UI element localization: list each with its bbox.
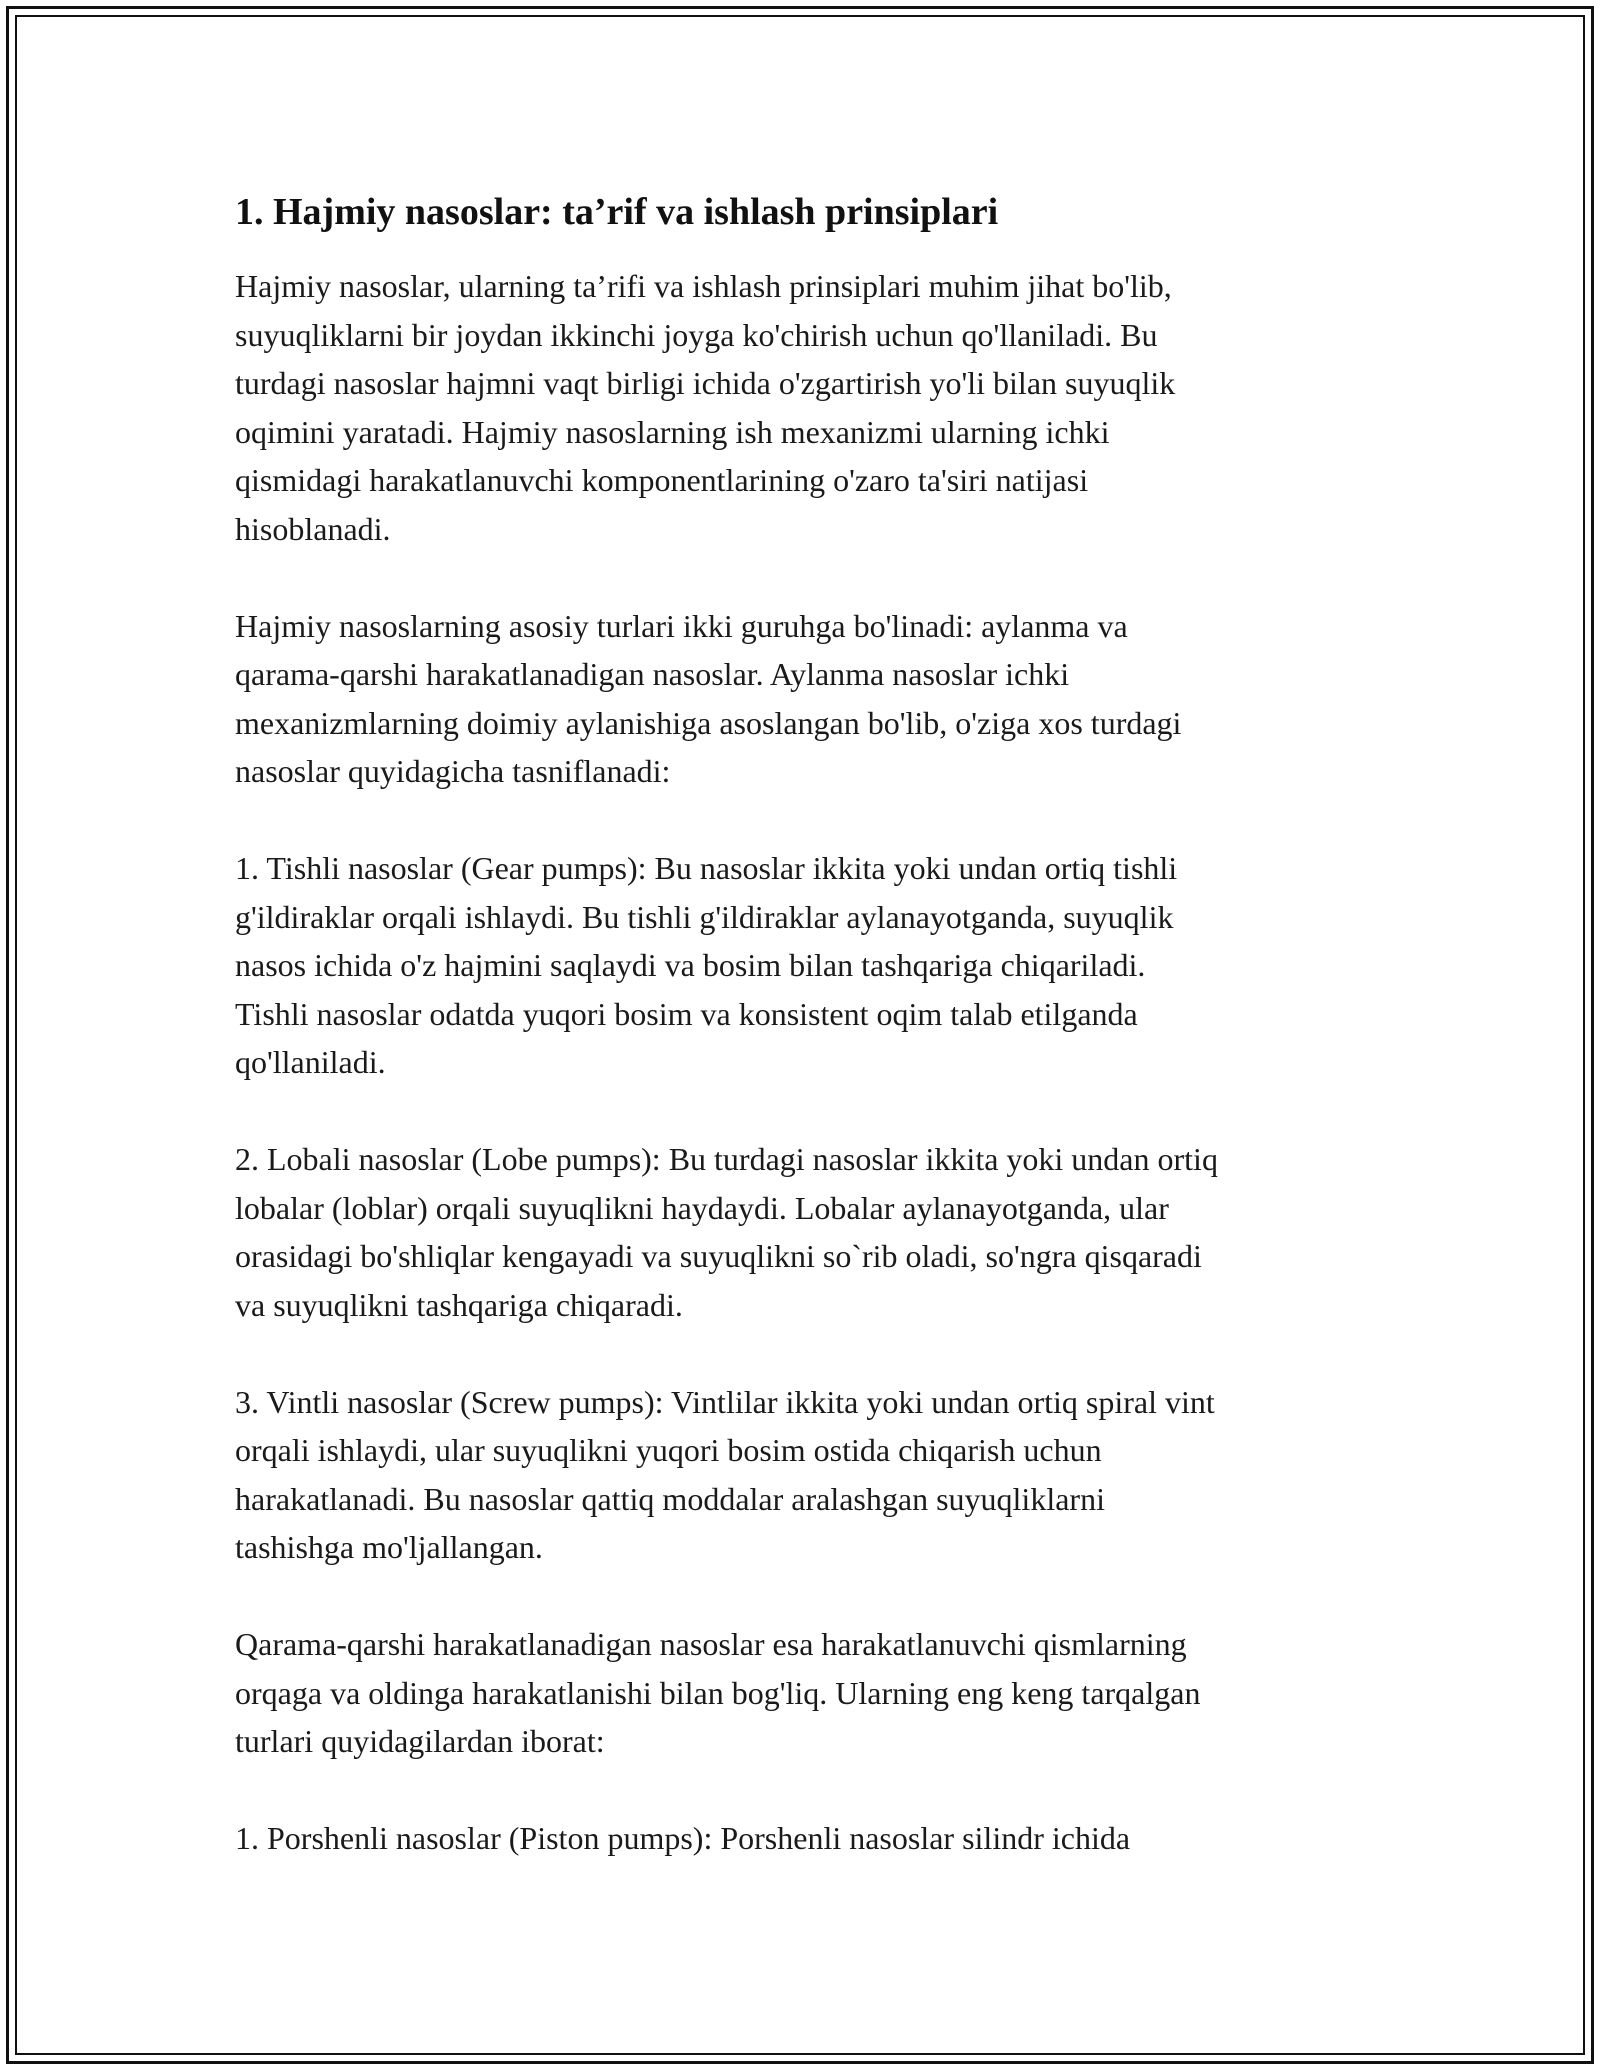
text-line: 1. Tishli nasoslar (Gear pumps): Bu nasoslar ikkita yoki undan ortiq tishli	[235, 850, 1178, 886]
text-line: 2. Lobali nasoslar (Lobe pumps): Bu turdagi nasoslar ikkita yoki undan ortiq	[235, 1141, 1218, 1177]
text-line: hisoblanadi.	[235, 510, 391, 547]
text-line: Hajmiy nasoslarning asosiy turlari ikki guruhga bo'linadi: aylanma va	[235, 607, 1128, 644]
paragraph-gear-pumps	[235, 844, 1365, 1087]
text-line: orasidagi bo'shliqlar kengayadi va suyuqlikni so`rib oladi, so'ngra qisqaradi	[235, 1238, 1202, 1274]
text-line: Qarama-qarshi harakatlanadigan nasoslar esa harakatlanuvchi qismlarning	[235, 1626, 1187, 1662]
text-line: tashishga mo'ljallangan.	[235, 1529, 543, 1565]
text-line: suyuqliklarni bir joydan ikkinchi joyga ko'chirish uchun qo'llaniladi. Bu	[235, 316, 1158, 353]
text-line: nasos ichida o'z hajmini saqlaydi va bosim bilan tashqariga chiqariladi.	[235, 947, 1146, 983]
text-line: g'ildiraklar orqali ishlaydi. Bu tishli g'ildiraklar aylanayotganda, suyuqlik	[235, 898, 1174, 935]
text-line: qarama-qarshi harakatlanadigan nasoslar. Aylanma nasoslar ichki	[235, 656, 1070, 692]
text-line: Tishli nasoslar odatda yuqori bosim va konsistent oqim talab etilganda	[235, 995, 1138, 1032]
text-line: va suyuqlikni tashqariga chiqaradi.	[235, 1286, 683, 1323]
section-heading: 1. Hajmiy nasoslar: ta’rif va ishlash prinsiplari	[235, 191, 999, 233]
paragraph-screw-pumps	[235, 1378, 1365, 1572]
text-line: nasoslar quyidagicha tasniflanadi:	[235, 753, 671, 789]
text-line: 1. Porshenli nasoslar (Piston pumps): Porshenli nasoslar silindr ichida	[235, 1820, 1131, 1856]
paragraph-types-overview	[235, 602, 1365, 796]
paragraph-intro	[235, 262, 1365, 553]
text-line: orqaga va oldinga harakatlanishi bilan bog'liq. Ularning eng keng tarqalgan	[235, 1674, 1201, 1711]
text-line: Hajmiy nasoslar, ularning ta’rifi va ishlash prinsiplari muhim jihat bo'lib,	[235, 268, 1172, 304]
paragraph-piston-pumps	[235, 1814, 1365, 1863]
text-line: 3. Vintli nasoslar (Screw pumps): Vintlilar ikkita yoki undan ortiq spiral vint	[235, 1383, 1215, 1420]
text-line: harakatlanadi. Bu nasoslar qattiq moddalar aralashgan suyuqliklarni	[235, 1480, 1105, 1517]
document-body	[235, 186, 1365, 1911]
paragraph-lobe-pumps	[235, 1135, 1365, 1329]
paragraph-reciprocating	[235, 1620, 1365, 1766]
text-line: mexanizmlarning doimiy aylanishiga asoslangan bo'lib, o'ziga xos turdagi	[235, 704, 1182, 741]
text-line: qismidagi harakatlanuvchi komponentlarining o'zaro ta'siri natijasi	[235, 462, 1089, 498]
text-line: orqali ishlaydi, ular suyuqlikni yuqori bosim ostida chiqarish uchun	[235, 1432, 1102, 1468]
text-line: qo'llaniladi.	[235, 1044, 386, 1080]
text-line: lobalar (loblar) orqali suyuqlikni haydaydi. Lobalar aylanayotganda, ular	[235, 1189, 1169, 1226]
text-line: turlari quyidagilardan iborat:	[235, 1723, 605, 1759]
text-line: oqimini yaratadi. Hajmiy nasoslarning ish mexanizmi ularning ichki	[235, 413, 1110, 450]
text-line: turdagi nasoslar hajmni vaqt birligi ichida o'zgartirish yo'li bilan suyuqlik	[235, 365, 1176, 401]
